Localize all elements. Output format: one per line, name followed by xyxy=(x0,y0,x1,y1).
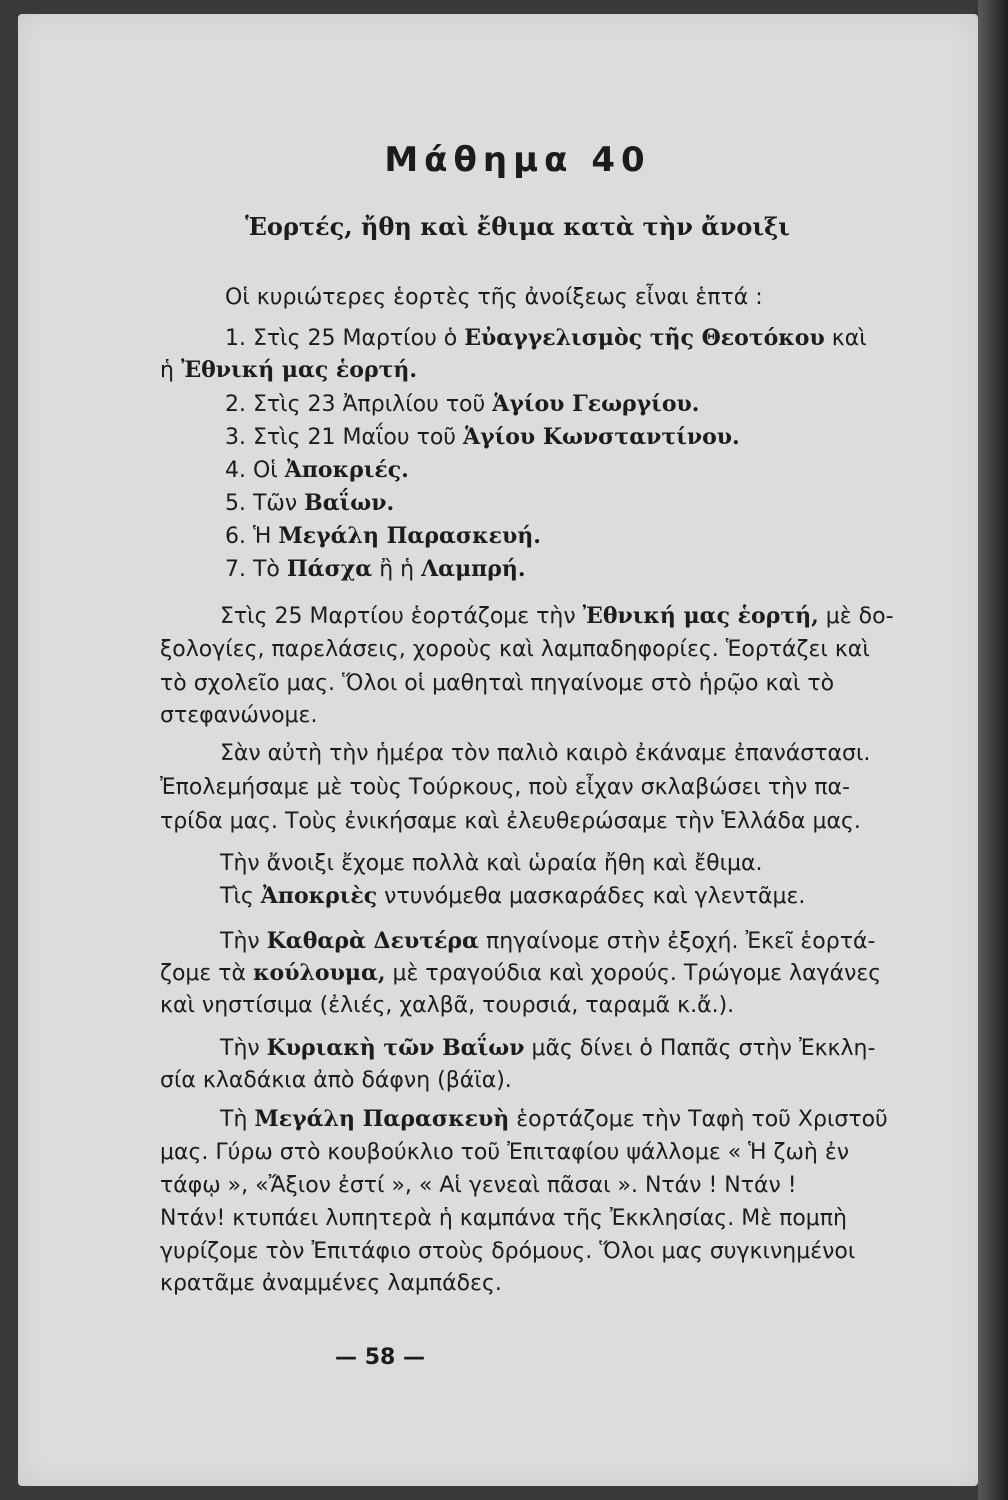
para2-line3: τρίδα μας. Τοὺς ἐνικήσαμε καὶ ἐλευθερώσαμε τὴν Ἑλλάδα μας. xyxy=(160,809,861,834)
para6-line5: γυρίζομε τὸν Ἐπιτάφιο στοὺς δρόμους. Ὅλοι μας συγκινημένοι xyxy=(160,1239,856,1264)
intro-line: Οἱ κυριώτερες ἑορτὲς τῆς ἀνοίξεως εἶναι ἑπτά : xyxy=(225,285,763,310)
para1-line2: ξολογίες, παρελάσεις, χοροὺς καὶ λαμπαδηφορίες. Ἑορτάζει καὶ xyxy=(160,637,870,662)
list-item-2: 2. Στὶς 23 Ἀπριλίου τοῦ Ἁγίου Γεωργίου. xyxy=(225,391,700,417)
para4-line2: ζομε τὰ κούλουμα, μὲ τραγούδια καὶ χορούς. Τρώγομε λαγάνες xyxy=(160,960,882,986)
page-number: — 58 — xyxy=(335,1345,425,1370)
para4-line1: Τὴν Καθαρὰ Δευτέρα πηγαίνομε στὴν ἐξοχή. Ἐκεῖ ἑορτά- xyxy=(220,928,876,954)
para6-line3: τάφῳ », «Ἄξιον ἐστί », « Αἱ γενεαὶ πᾶσαι ». Ντάν ! Ντάν ! xyxy=(160,1173,797,1198)
list-item-7: 7. Τὸ Πάσχα ἢ ἡ Λαμπρή. xyxy=(225,556,526,582)
para1-line1: Στὶς 25 Μαρτίου ἑορτάζομε τὴν Ἐθνική μας ἑορτή, μὲ δο- xyxy=(220,603,894,629)
page-edge-shadow xyxy=(978,0,1008,1500)
list-item-4: 4. Οἱ Ἀποκριές. xyxy=(225,457,409,483)
list-item-6: 6. Ἡ Μεγάλη Παρασκευή. xyxy=(225,523,541,549)
para2-line1: Σὰν αὐτὴ τὴν ἡμέρα τὸν παλιὸ καιρὸ ἐκάναμε ἐπανάστασι. xyxy=(220,741,871,766)
para3-line2: Τὶς Ἀποκριὲς ντυνόμεθα μασκαράδες καὶ γλεντᾶμε. xyxy=(220,883,806,909)
list-item-5: 5. Τῶν Βαΐων. xyxy=(225,490,395,516)
para6-line4: Ντάν! κτυπάει λυπητερὰ ἡ καμπάνα τῆς Ἐκκλησίας. Μὲ πομπὴ xyxy=(160,1206,847,1231)
para6-line1: Τὴ Μεγάλη Παρασκευὴ ἑορτάζομε τὴν Ταφὴ τοῦ Χριστοῦ xyxy=(220,1106,888,1132)
para1-line3: τὸ σχολεῖο μας. Ὅλοι οἱ μαθηταὶ πηγαίνομε στὸ ἡρῷο καὶ τὸ xyxy=(160,671,835,696)
para2-line2: Ἐπολεμήσαμε μὲ τοὺς Τούρκους, ποὺ εἶχαν σκλαβώσει τὴν πα- xyxy=(160,775,850,800)
para5-line1: Τὴν Κυριακὴ τῶν Βαΐων μᾶς δίνει ὁ Παπᾶς στὴν Ἐκκλη- xyxy=(220,1035,876,1061)
para6-line2: μας. Γύρω στὸ κουβούκλιο τοῦ Ἐπιταφίου ψάλλομε « Ἡ ζωὴ ἐν xyxy=(160,1140,850,1165)
list-item-1-cont: ἡ Ἐθνική μας ἑορτή. xyxy=(160,357,418,383)
para1-line4: στεφανώνομε. xyxy=(160,703,318,728)
para3-line1: Τὴν ἄνοιξι ἔχομε πολλὰ καὶ ὡραία ἤθη καὶ ἔθιμα. xyxy=(220,851,763,876)
list-item-3: 3. Στὶς 21 Μαΐου τοῦ Ἁγίου Κωνσταντίνου. xyxy=(225,424,740,450)
list-item-1: 1. Στὶς 25 Μαρτίου ὁ Εὐαγγελισμὸς τῆς Θεοτόκου καὶ xyxy=(225,325,867,351)
lesson-title: Μάθημα 40 xyxy=(384,140,651,180)
para4-line3: καὶ νηστίσιμα (ἐλιές, χαλβᾶ, τουρσιά, ταραμᾶ κ.ἄ.). xyxy=(160,993,735,1018)
para6-line6: κρατᾶμε ἀναμμένες λαμπάδες. xyxy=(160,1271,502,1296)
para5-line2: σία κλαδάκια ἀπὸ δάφνη (βάϊα). xyxy=(160,1068,512,1093)
lesson-subtitle: Ἑορτές, ἤθη καὶ ἔθιμα κατὰ τὴν ἄνοιξι xyxy=(245,212,790,241)
